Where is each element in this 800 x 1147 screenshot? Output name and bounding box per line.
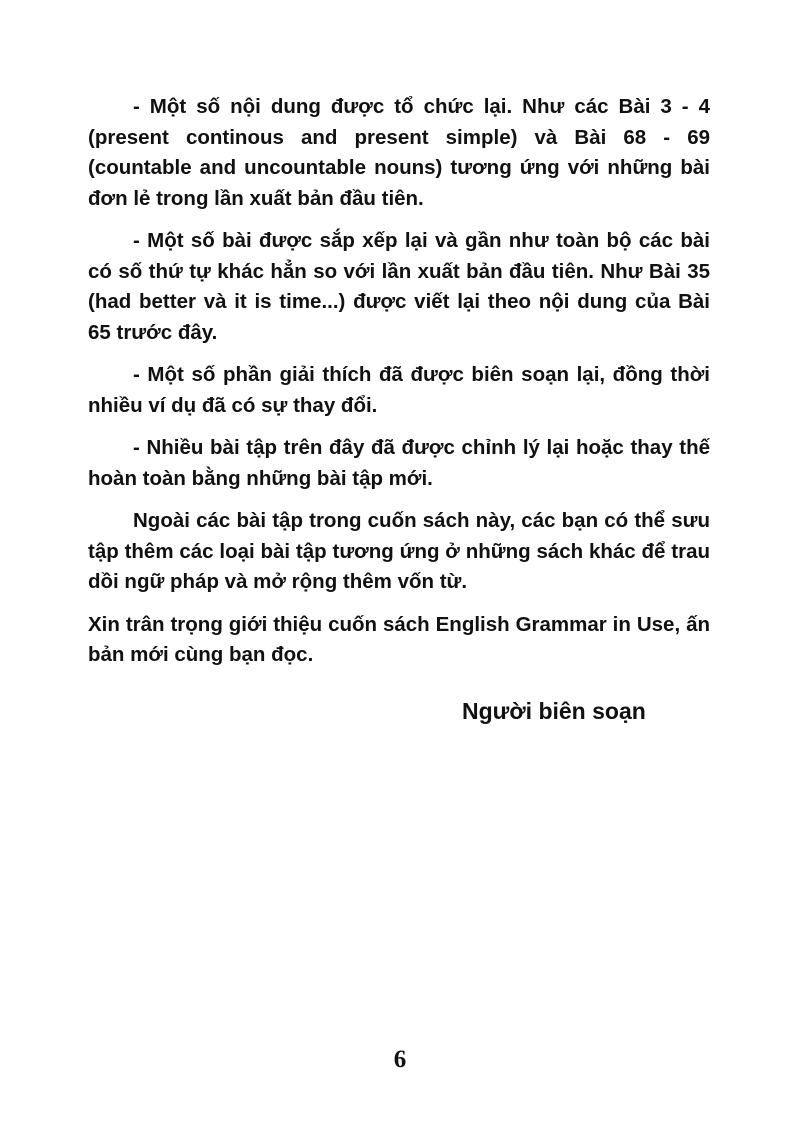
paragraph-introduction: Xin trân trọng giới thiệu cuốn sách English Grammar in Use, ấn bản mới cùng bạn đọc. bbox=[88, 612, 710, 666]
signature: Người biên soạn bbox=[462, 698, 646, 724]
paragraph-reorganized-content: - Một số nội dung được tổ chức lại. Như các Bài 3 - 4 (present continous and present simple) và Bài 68 - 69 (countable and uncountable nouns) tương ứng với những bài đơn lẻ trong lần xuất bản đầu tiên. bbox=[88, 95, 710, 210]
body-text bbox=[88, 92, 710, 683]
paragraph-revised-exercises: - Nhiều bài tập trên đây đã được chỉnh lý lại hoặc thay thế hoàn toàn bằng những bài tập mới. bbox=[88, 436, 710, 490]
paragraph-rearranged-lessons: - Một số bài được sắp xếp lại và gần như toàn bộ các bài có số thứ tự khác hẳn so với lần xuất bản đầu tiên. Như Bài 35 (had better và it is time...) được viết lại theo nội dung của Bài 65 trước đây. bbox=[88, 229, 710, 344]
page-number: 6 bbox=[393, 1046, 407, 1073]
paragraph-revised-explanations: - Một số phần giải thích đã được biên soạn lại, đồng thời nhiều ví dụ đã có sự thay đổi. bbox=[88, 363, 710, 417]
paragraph-additional-exercises: Ngoài các bài tập trong cuốn sách này, các bạn có thể sưu tập thêm các loại bài tập tương ứng ở những sách khác để trau dồi ngữ pháp và mở rộng thêm vốn từ. bbox=[88, 509, 710, 593]
